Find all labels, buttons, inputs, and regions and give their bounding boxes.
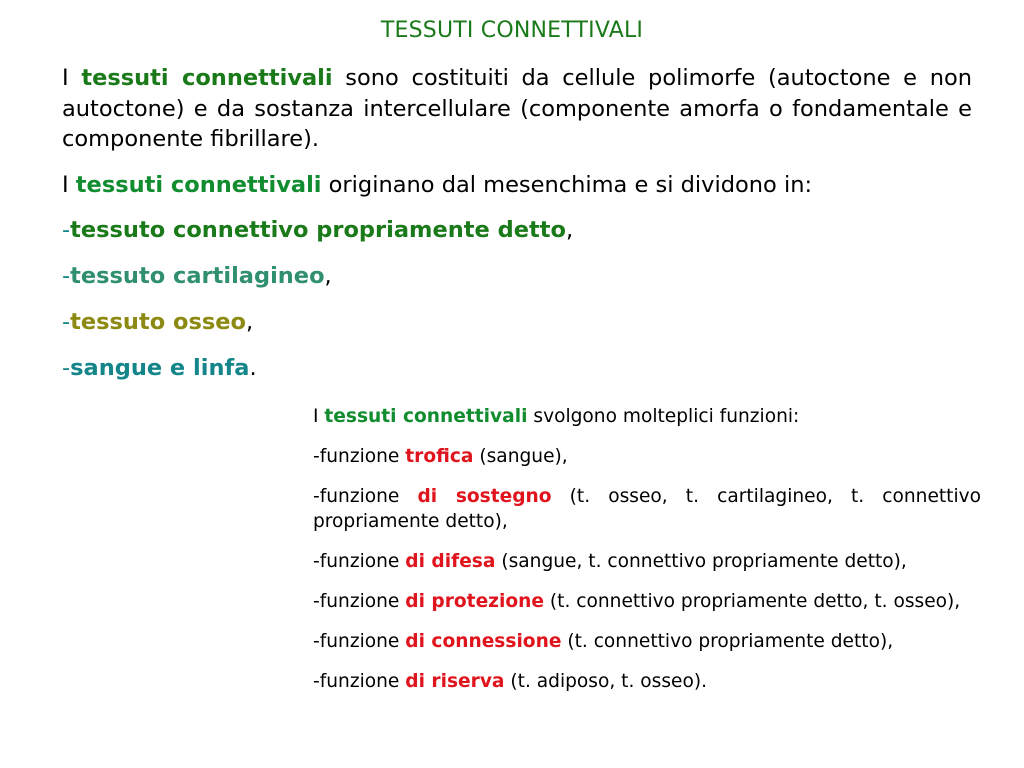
type-label: tessuto connettivo propriamente detto — [70, 217, 566, 243]
highlight-term: tessuti connettivali — [81, 65, 333, 91]
function-label: di protezione — [405, 591, 544, 612]
punct: , — [565, 217, 574, 243]
dash: - — [62, 263, 71, 289]
text: sono costituiti da cellule polimorfe (autoctone e non autoctone) e da sostanza intercellulare (componente amorfa o fondamentale e componente fibrillare). — [62, 65, 972, 152]
function-item-riserva — [313, 669, 981, 694]
punct: . — [249, 355, 257, 381]
highlight-term: tessuti connettivali — [75, 171, 322, 198]
dash: - — [62, 217, 71, 243]
dash: - — [62, 355, 71, 381]
text: (t. connettivo propriamente detto), — [561, 631, 894, 652]
type-label: tessuto cartilagineo — [70, 263, 325, 289]
text: -funzione — [313, 631, 406, 652]
text: (t. osseo, t. cartilagineo, t. connettivo propriamente detto), — [313, 486, 982, 532]
type-label: sangue e linfa — [70, 355, 250, 381]
text: (t. adiposo, t. osseo). — [504, 671, 708, 692]
function-label: di connessione — [405, 631, 562, 652]
main-text — [62, 63, 972, 399]
function-item-connessione — [313, 629, 981, 654]
function-label: di riserva — [405, 671, 505, 692]
text: I — [62, 65, 82, 91]
text: (sangue), — [473, 446, 568, 467]
function-item-difesa — [313, 549, 981, 574]
punct: , — [245, 309, 254, 335]
text: -funzione — [313, 551, 406, 572]
text: svolgono molteplici funzioni: — [527, 406, 800, 427]
text: -funzione — [313, 591, 406, 612]
function-item-protezione — [313, 589, 981, 614]
page-title: TESSUTI CONNETTIVALI — [380, 18, 644, 43]
text: -funzione — [313, 446, 406, 467]
type-label: tessuto osseo — [70, 309, 246, 335]
dash: - — [62, 309, 71, 335]
function-label: di difesa — [405, 551, 496, 572]
text: (t. connettivo propriamente detto, t. osseo), — [544, 591, 961, 612]
text: -funzione — [313, 671, 406, 692]
function-item-sostegno — [313, 484, 981, 534]
highlight-term: tessuti connettivali — [324, 406, 528, 427]
intro-paragraph-1 — [62, 63, 972, 155]
text: I — [62, 171, 76, 198]
type-item-sangue — [62, 353, 972, 384]
intro-paragraph-2 — [62, 170, 972, 201]
function-item-trofica — [313, 444, 981, 469]
functions-block — [313, 404, 981, 709]
text: (sangue, t. connettivo propriamente detto), — [495, 551, 907, 572]
type-item-cartilagineo — [62, 261, 972, 292]
function-label: trofica — [405, 446, 474, 467]
type-item-osseo — [62, 307, 972, 338]
text: originano dal mesenchima e si dividono in: — [321, 171, 813, 198]
function-label: di sostegno — [417, 486, 552, 507]
text: I — [313, 406, 325, 427]
text: -funzione — [313, 486, 418, 507]
type-item-connettivo — [62, 215, 972, 246]
punct: , — [324, 263, 332, 289]
functions-intro — [313, 404, 981, 429]
